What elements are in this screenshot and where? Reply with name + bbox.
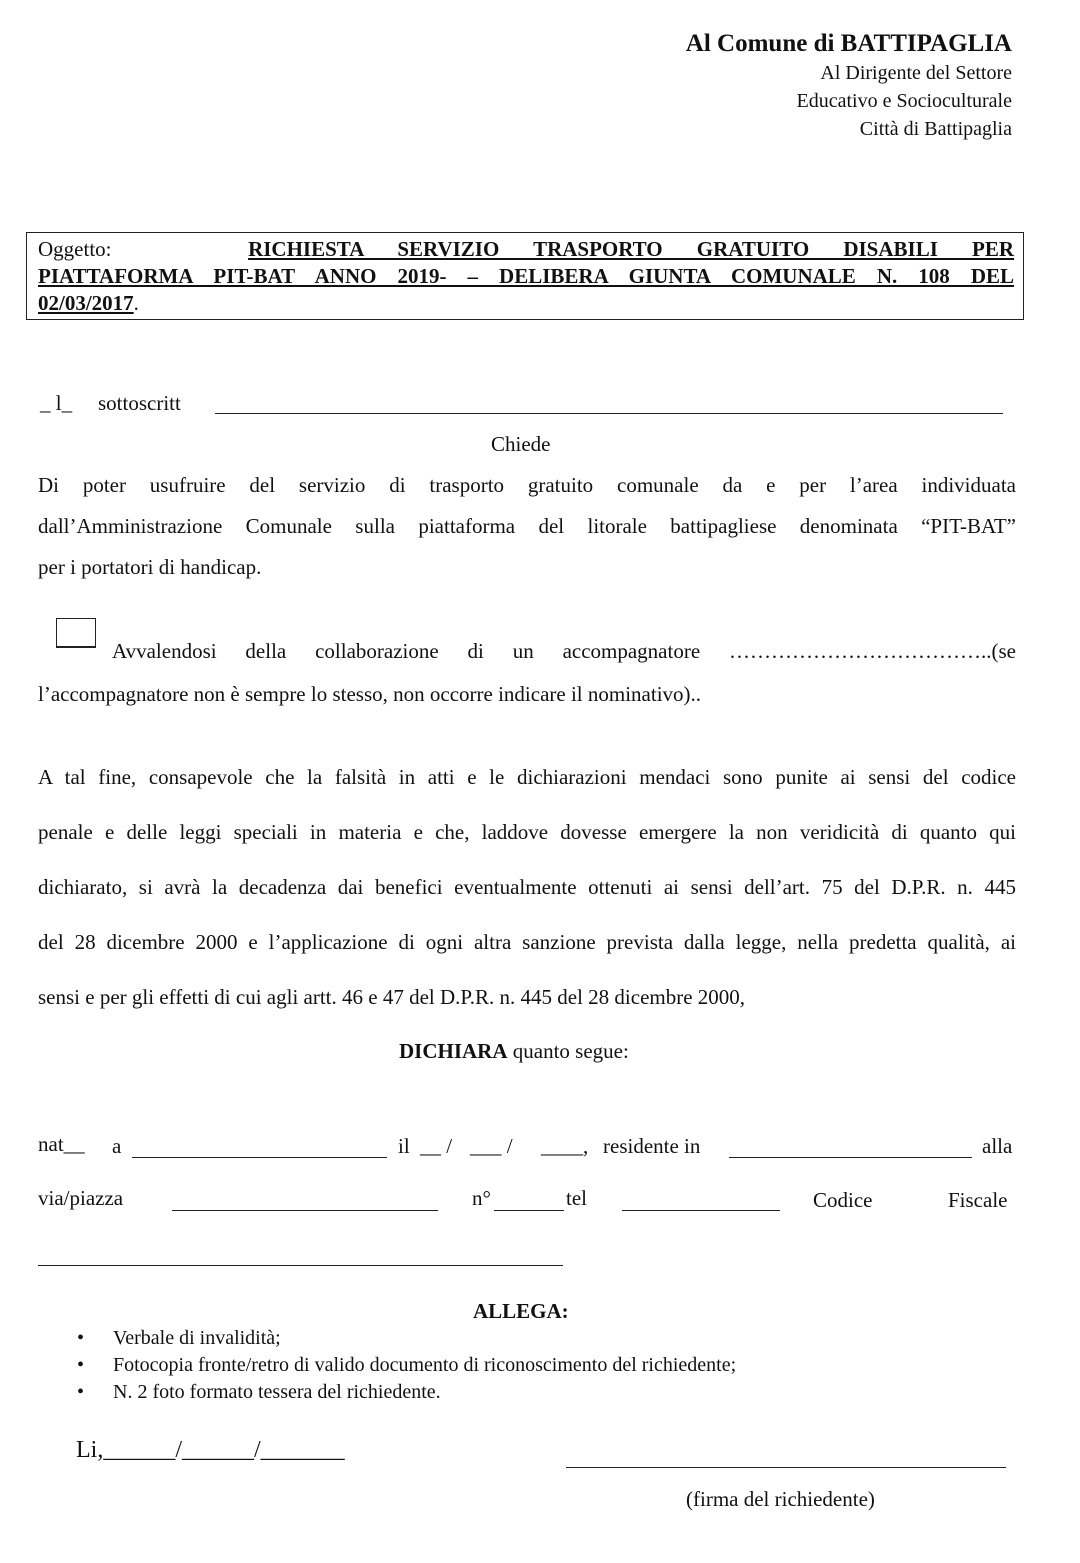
request-line-1: Di poter usufruire del servizio di trasporto gratuito comunale da e per l’area individuata [38,473,1016,497]
tax-code-field[interactable] [38,1265,563,1266]
request-line-3: per i portatori di handicap. [38,555,262,579]
subject-text-2: PIATTAFORMA PIT-BAT ANNO 2019- – DELIBERA GIUNTA COMUNALE N. 108 DEL [38,264,1014,288]
subject-line-1 [38,236,1014,263]
declaration-line-3: dichiarato, si avrà la decadenza dai benefici eventualmente ottenuti ai sensi dell’art. 75 del D.P.R. n. 445 [38,875,1016,899]
attachment-item: • Verbale di invalidità; [75,1325,975,1352]
subject-line-2 [38,263,1014,290]
subject-label: Oggetto: [38,237,112,261]
phone-field[interactable] [622,1210,780,1211]
birthplace-field[interactable] [132,1157,387,1158]
request-heading: Chiede [491,432,551,456]
birthdate-year-field[interactable]: ____, [541,1134,589,1158]
alla-label: alla [982,1134,1013,1158]
companion-line-1: Avvalendosi della collaborazione di un accompagnatore ………………………………..(se [112,639,1016,663]
attachments-heading: ALLEGA: [473,1299,569,1323]
attachments-list [75,1325,975,1406]
subject-line-3: 02/03/2017. [38,291,139,315]
declaration-line-4: del 28 dicembre 2000 e l’applicazione di ogni altra sanzione prevista dalla legge, nella predetta qualità, ai [38,930,1016,954]
phone-label: tel [566,1186,587,1210]
undersigned-name-field[interactable] [215,413,1003,414]
street-number-label: n° [472,1186,491,1210]
tax-code-label-2: Fiscale [948,1188,1008,1212]
recipient-line-1: Al Dirigente del Settore [820,62,1012,84]
place-date-field[interactable]: Li,______/______/_______ [76,1437,345,1463]
residence-label: residente in [603,1134,701,1158]
recipient-line-3: Città di Battipaglia [859,118,1012,140]
street-field[interactable] [172,1210,438,1211]
undersigned-label: sottoscritt [98,391,181,415]
born-label: nat__ [38,1132,85,1156]
declaration-line-1: A tal fine, consapevole che la falsità in atti e le dichiarazioni mendaci sono punite ai sensi del codice [38,765,1016,789]
residence-field[interactable] [729,1157,972,1158]
recipient-line-2: Educativo e Socioculturale [796,90,1012,112]
subject-text-1: RICHIESTA SERVIZIO TRASPORTO GRATUITO DISABILI PER [248,237,1015,261]
street-label: via/piazza [38,1186,124,1210]
signature-caption: (firma del richiedente) [686,1487,875,1511]
companion-checkbox[interactable] [56,618,96,648]
born-at-label: a [112,1134,122,1158]
attachment-item: • N. 2 foto formato tessera del richiedente. [75,1379,975,1406]
declaration-line-5: sensi e per gli effetti di cui agli artt. 46 e 47 del D.P.R. n. 445 del 28 dicembre 2000, [38,985,746,1009]
subject [38,236,1014,317]
subject-text-3: 02/03/2017 [38,291,134,315]
request-line-2: dall’Amministrazione Comunale sulla piattaforma del litorale battipagliese denominata “PIT-BAT” [38,514,1016,538]
birthdate-day-field[interactable]: __ / [420,1134,453,1158]
recipient-title: Al Comune di BATTIPAGLIA [685,30,1012,57]
declares-rest: quanto segue: [507,1039,629,1063]
declares-heading [399,1039,629,1064]
signature-field[interactable] [566,1467,1006,1468]
attachment-item: • Fotocopia fronte/retro di valido documento di riconoscimento del richiedente; [75,1352,975,1379]
birthdate-label: il [398,1134,410,1158]
street-number-field[interactable] [494,1210,564,1211]
declares-bold: DICHIARA [399,1039,508,1063]
companion-line-2: l’accompagnatore non è sempre lo stesso, non occorre indicare il nominativo).. [38,682,702,706]
birthdate-month-field[interactable]: ___ / [470,1134,513,1158]
undersigned-prefix: _ l_ [40,391,73,415]
declaration-line-2: penale e delle leggi speciali in materia e che, laddove dovesse emergere la non veridicità di quanto qui [38,820,1016,844]
tax-code-label-1: Codice [813,1188,873,1212]
